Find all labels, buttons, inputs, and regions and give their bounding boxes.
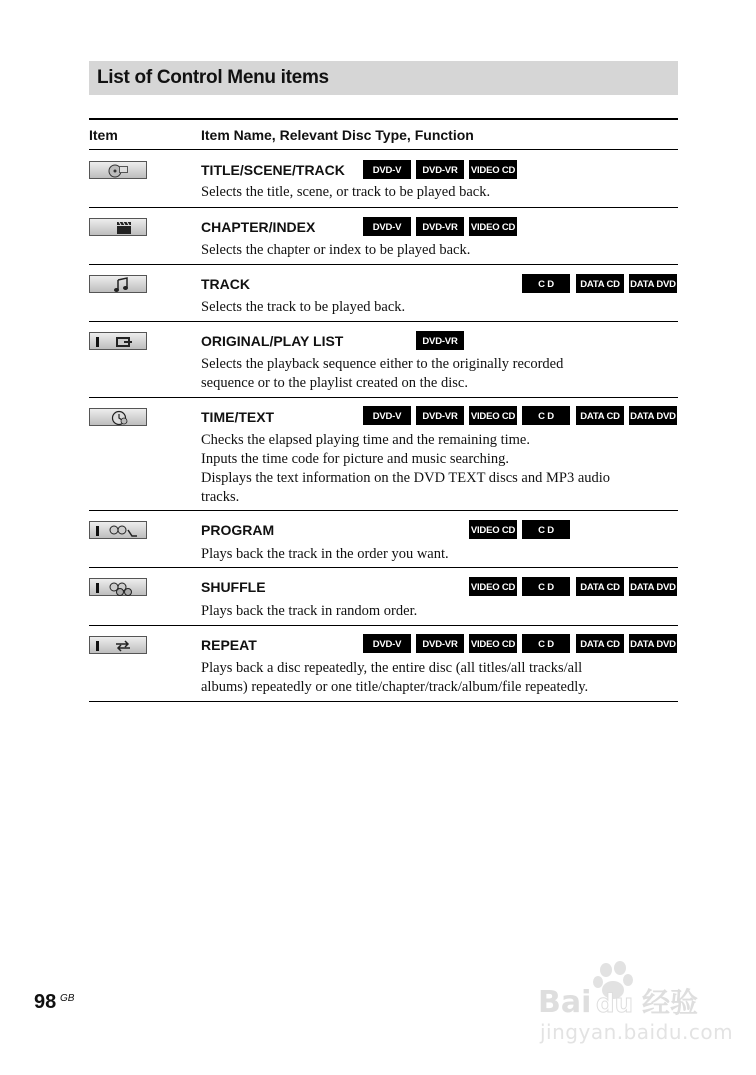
description-line: Selects the playback sequence either to the originally recorded	[201, 356, 564, 372]
svg-text:du: du	[596, 989, 634, 1019]
item-name: TIME/TEXT	[201, 409, 275, 425]
table-bottom-rule	[89, 701, 678, 702]
badge-data-dvd: DATA DVD	[629, 577, 677, 596]
item-name: PROGRAM	[201, 522, 275, 538]
description-line: Inputs the time code for picture and music searching.	[201, 451, 510, 467]
description-line: Checks the elapsed playing time and the remaining time.	[201, 432, 530, 448]
badge-dvd-v: DVD-V	[363, 634, 411, 653]
repeat-icon	[89, 636, 147, 654]
item-description	[201, 602, 678, 621]
column-header-name: Item Name, Relevant Disc Type, Function	[201, 127, 474, 143]
badge-video-cd: VIDEO CD	[469, 577, 517, 596]
section-title-bar	[89, 61, 678, 95]
disc-clock-icon	[89, 408, 147, 426]
column-header-item: Item	[89, 127, 118, 143]
page-suffix: GB	[60, 993, 75, 1004]
shuffle-icon	[89, 578, 147, 596]
item-description	[201, 355, 678, 393]
badge-cd: C D	[522, 577, 570, 596]
description-line: tracks.	[201, 489, 240, 505]
badge-data-cd: DATA CD	[576, 274, 624, 293]
item-description	[201, 241, 678, 260]
row-rule	[89, 510, 678, 511]
playlist-icon	[89, 332, 147, 350]
description-line: Selects the title, scene, or track to be played back.	[201, 184, 491, 200]
item-description	[201, 545, 678, 564]
badge-dvd-vr: DVD-VR	[416, 160, 464, 179]
clapperboard-icon	[89, 218, 147, 236]
svg-text:经验: 经验	[642, 986, 699, 1019]
disc-title-icon	[89, 161, 147, 179]
section-title: List of Control Menu items	[97, 67, 329, 88]
description-line: albums) repeatedly or one title/chapter/track/album/file repeatedly.	[201, 679, 589, 695]
svg-text:Bai: Bai	[538, 985, 592, 1020]
badge-video-cd: VIDEO CD	[469, 406, 517, 425]
badge-dvd-v: DVD-V	[363, 406, 411, 425]
item-name: ORIGINAL/PLAY LIST	[201, 333, 344, 349]
description-line: Displays the text information on the DVD TEXT discs and MP3 audio	[201, 470, 611, 486]
row-rule	[89, 207, 678, 208]
description-line: Plays back the track in random order.	[201, 603, 418, 619]
badge-dvd-vr: DVD-VR	[416, 406, 464, 425]
item-description	[201, 298, 678, 317]
row-rule	[89, 625, 678, 626]
badge-dvd-vr: DVD-VR	[416, 331, 464, 350]
table-top-rule	[89, 118, 678, 120]
description-line: sequence or to the playlist created on the disc.	[201, 375, 468, 391]
description-line: Plays back the track in the order you want.	[201, 546, 449, 562]
description-line: Selects the track to be played back.	[201, 299, 406, 315]
badge-dvd-vr: DVD-VR	[416, 634, 464, 653]
page-number: 98	[34, 991, 57, 1013]
badge-data-dvd: DATA DVD	[629, 406, 677, 425]
watermark-url: jingyan.baidu.com	[540, 1020, 734, 1044]
badge-dvd-v: DVD-V	[363, 217, 411, 236]
badge-dvd-v: DVD-V	[363, 160, 411, 179]
badge-video-cd: VIDEO CD	[469, 160, 517, 179]
header-rule	[89, 149, 678, 150]
badge-cd: C D	[522, 520, 570, 539]
item-description	[201, 183, 678, 202]
row-rule	[89, 264, 678, 265]
item-name: CHAPTER/INDEX	[201, 219, 316, 235]
row-rule	[89, 397, 678, 398]
program-icon	[89, 521, 147, 539]
badge-video-cd: VIDEO CD	[469, 634, 517, 653]
row-rule	[89, 567, 678, 568]
badge-cd: C D	[522, 274, 570, 293]
badge-data-cd: DATA CD	[576, 406, 624, 425]
badge-video-cd: VIDEO CD	[469, 217, 517, 236]
row-rule	[89, 321, 678, 322]
badge-data-cd: DATA CD	[576, 634, 624, 653]
badge-cd: C D	[522, 634, 570, 653]
description-line: Plays back a disc repeatedly, the entire disc (all titles/all tracks/all	[201, 660, 583, 676]
item-name: SHUFFLE	[201, 579, 266, 595]
item-name: TITLE/SCENE/TRACK	[201, 162, 345, 178]
badge-data-dvd: DATA DVD	[629, 634, 677, 653]
badge-data-dvd: DATA DVD	[629, 274, 677, 293]
music-note-icon	[89, 275, 147, 293]
badge-dvd-vr: DVD-VR	[416, 217, 464, 236]
description-line: Selects the chapter or index to be played back.	[201, 242, 471, 258]
badge-data-cd: DATA CD	[576, 577, 624, 596]
item-name: REPEAT	[201, 637, 257, 653]
item-description	[201, 431, 678, 507]
baidu-watermark-logo	[534, 960, 714, 1020]
badge-cd: C D	[522, 406, 570, 425]
item-name: TRACK	[201, 276, 250, 292]
badge-video-cd: VIDEO CD	[469, 520, 517, 539]
item-description	[201, 659, 678, 697]
